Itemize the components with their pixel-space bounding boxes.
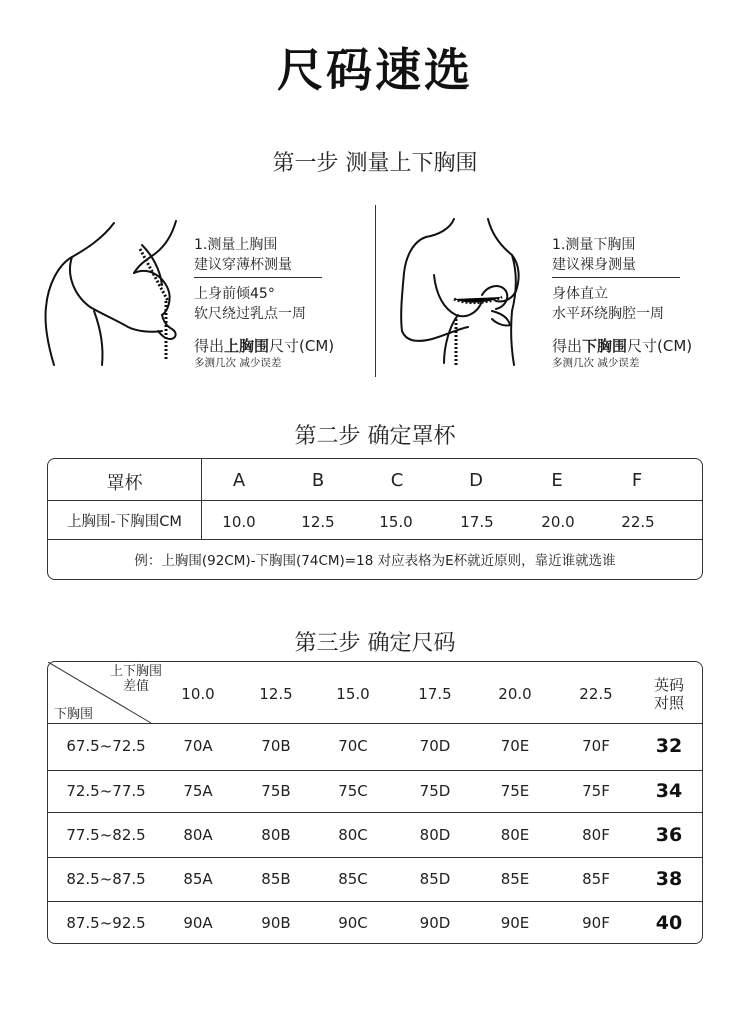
step1-divider xyxy=(375,205,376,377)
size-cell: 75C xyxy=(338,782,368,800)
size-cell: 75F xyxy=(582,782,610,800)
cup-cell: D xyxy=(469,470,483,491)
cup-table xyxy=(47,458,703,580)
cup-label: 罩杯 xyxy=(106,473,143,494)
diff-cell: 22.5 xyxy=(621,513,655,531)
corner-bottom-label: 下胸围 xyxy=(54,707,94,722)
size-cell: 90F xyxy=(582,914,610,932)
size-cell: 75E xyxy=(500,782,530,800)
size-cell: 75A xyxy=(183,782,213,800)
uk-size: 32 xyxy=(655,735,683,757)
size-cell: 90A xyxy=(183,914,213,932)
right-note: 多测几次 减少误差 xyxy=(552,357,640,369)
right-line1: 1.测量下胸围 xyxy=(552,237,636,253)
size-cell: 90D xyxy=(419,914,451,932)
uk-size: 36 xyxy=(655,824,683,846)
corner-top-label: 上下胸围 差值 xyxy=(109,664,162,694)
size-table xyxy=(47,661,703,944)
diff-cell: 20.0 xyxy=(541,513,575,531)
left-line2: 建议穿薄杯测量 xyxy=(194,257,292,273)
step3-heading: 第三步 确定尺码 xyxy=(294,631,456,656)
left-divider xyxy=(194,277,322,278)
cup-cell: B xyxy=(311,470,325,491)
size-cell: 70A xyxy=(183,737,213,755)
size-cell: 85F xyxy=(582,870,610,888)
size-cell: 80B xyxy=(261,826,291,844)
size-cell: 85C xyxy=(338,870,368,888)
size-diff-header: 20.0 xyxy=(498,685,532,703)
size-cell: 80A xyxy=(183,826,213,844)
upper-bust-instructions xyxy=(194,235,354,370)
underbust-range: 67.5~72.5 xyxy=(66,737,146,755)
size-diff-header: 17.5 xyxy=(418,685,452,703)
cup-cell: F xyxy=(631,470,643,491)
diff-cell: 12.5 xyxy=(301,513,335,531)
size-cell: 70C xyxy=(338,737,368,755)
diff-label: 上胸围-下胸围CM xyxy=(67,514,182,530)
size-cell: 80F xyxy=(582,826,610,844)
size-cell: 70F xyxy=(582,737,610,755)
size-diff-header: 22.5 xyxy=(579,685,613,703)
right-divider xyxy=(552,277,680,278)
step1-heading: 第一步 测量上下胸围 xyxy=(272,151,478,176)
uk-size: 38 xyxy=(655,868,683,890)
cup-cell: A xyxy=(232,470,246,491)
right-line4: 水平环绕胸腔一周 xyxy=(552,306,664,322)
cup-example: 例：上胸围(92CM)-下胸围(74CM)=18 对应表格为E杯就近原则，靠近谁就选谁 xyxy=(134,553,616,569)
diff-cell: 17.5 xyxy=(460,513,494,531)
size-cell: 85B xyxy=(261,870,291,888)
underbust-range: 87.5~92.5 xyxy=(66,914,146,932)
size-cell: 85E xyxy=(500,870,530,888)
size-cell: 70D xyxy=(419,737,451,755)
cup-cell: C xyxy=(390,470,404,491)
left-line4: 软尺绕过乳点一周 xyxy=(194,306,306,322)
upper-bust-measure-icon xyxy=(44,215,194,373)
size-cell: 70B xyxy=(261,737,291,755)
size-cell: 90B xyxy=(261,914,291,932)
size-cell: 70E xyxy=(500,737,530,755)
underbust-range: 72.5~77.5 xyxy=(66,782,146,800)
left-result: 得出上胸围尺寸(CM) xyxy=(194,337,335,355)
underbust-instructions xyxy=(552,235,722,370)
size-cell: 80C xyxy=(338,826,368,844)
underbust-measure-icon xyxy=(392,215,542,373)
size-diff-header: 10.0 xyxy=(181,685,215,703)
right-result: 得出下胸围尺寸(CM) xyxy=(552,337,693,355)
right-line3: 身体直立 xyxy=(552,286,608,302)
uk-header: 英码 对照 xyxy=(653,676,684,712)
cup-cell: E xyxy=(551,470,563,491)
uk-size: 40 xyxy=(655,912,683,934)
size-cell: 80D xyxy=(419,826,451,844)
underbust-range: 82.5~87.5 xyxy=(66,870,146,888)
size-cell: 80E xyxy=(500,826,530,844)
size-cell: 85A xyxy=(183,870,213,888)
size-cell: 75B xyxy=(261,782,291,800)
diff-cell: 10.0 xyxy=(222,513,256,531)
right-line2: 建议裸身测量 xyxy=(552,257,636,273)
left-line3: 上身前倾45° xyxy=(194,286,275,302)
size-cell: 90E xyxy=(500,914,530,932)
uk-size: 34 xyxy=(655,780,683,802)
page-title: 尺码速选 xyxy=(277,43,473,97)
left-note: 多测几次 减少误差 xyxy=(194,357,282,369)
size-diff-header: 12.5 xyxy=(259,685,293,703)
size-cell: 85D xyxy=(419,870,451,888)
size-cell: 75D xyxy=(419,782,451,800)
underbust-range: 77.5~82.5 xyxy=(66,826,146,844)
size-cell: 90C xyxy=(338,914,368,932)
diff-cell: 15.0 xyxy=(379,513,413,531)
step2-heading: 第二步 确定罩杯 xyxy=(294,424,456,449)
left-line1: 1.测量上胸围 xyxy=(194,237,278,253)
size-diff-header: 15.0 xyxy=(336,685,370,703)
